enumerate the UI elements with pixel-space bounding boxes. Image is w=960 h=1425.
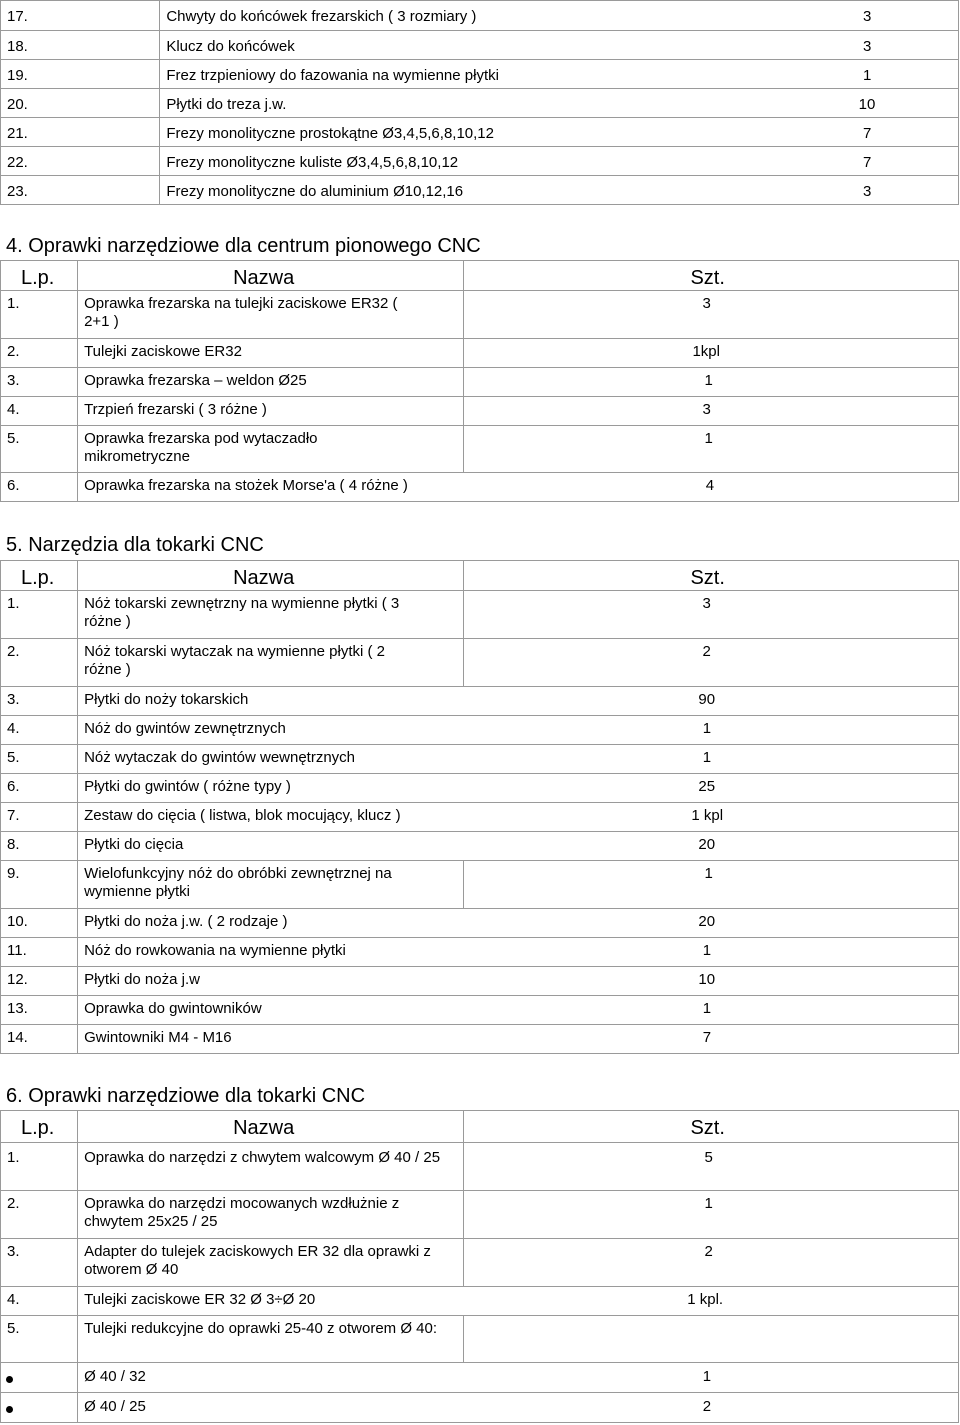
header-qty: Szt. <box>690 567 725 589</box>
header-qty: Szt. <box>690 267 725 289</box>
item-qty: 20 <box>698 913 716 930</box>
item-name: Nóż do rowkowania na wymienne płytki <box>84 942 346 959</box>
row-number: 1. <box>7 1149 20 1166</box>
row-number: 13. <box>7 1000 28 1017</box>
item-qty: 2 <box>702 643 711 660</box>
bullet-icon <box>6 1376 13 1383</box>
row-number: 6. <box>7 778 20 795</box>
item-name: Adapter do tulejek zaciskowych ER 32 dla oprawki z otworem Ø 40 <box>84 1243 431 1278</box>
item-qty: 3 <box>702 595 711 612</box>
top-items-table <box>0 0 959 205</box>
item-qty: 10 <box>698 971 716 988</box>
row-number: 1. <box>7 295 20 312</box>
row-number: 3. <box>7 1243 20 1260</box>
item-name: Chwyty do końcówek frezarskich ( 3 rozmiary ) <box>166 8 477 25</box>
table-header <box>1 561 959 591</box>
table-row <box>1 31 959 60</box>
table-row <box>1 1191 959 1239</box>
table-row <box>1 687 959 716</box>
section-5-table <box>0 560 959 1054</box>
item-name: Tulejki zaciskowe ER32 <box>84 343 242 360</box>
item-qty: 2 <box>702 1398 712 1415</box>
row-number: 10. <box>7 913 28 930</box>
header-name: Nazwa <box>233 267 295 289</box>
item-name: Oprawka frezarska pod wytaczadło mikrometryczne <box>84 430 318 465</box>
table-row <box>1 745 959 774</box>
row-number: 4. <box>7 401 20 418</box>
table-row <box>1 176 959 205</box>
table-row <box>1 147 959 176</box>
item-qty: 10 <box>858 96 876 113</box>
row-number: 3. <box>7 372 20 389</box>
item-name: Gwintowniki M4 - M16 <box>84 1029 232 1046</box>
item-name: Płytki do noża j.w. ( 2 rodzaje ) <box>84 913 288 930</box>
header-qty: Szt. <box>690 1117 725 1139</box>
table-row <box>1 291 959 339</box>
item-qty: 1kpl <box>692 343 720 360</box>
item-qty: 1 <box>702 720 712 737</box>
table-row <box>1 832 959 861</box>
header-lp: L.p. <box>21 567 55 589</box>
row-number: 2. <box>7 343 20 360</box>
item-qty: 1 <box>862 67 872 84</box>
row-number: 5. <box>7 1320 20 1337</box>
row-number: 9. <box>7 865 20 882</box>
table-row <box>1 89 959 118</box>
item-qty <box>464 1316 958 1323</box>
item-name: Płytki do gwintów ( różne typy ) <box>84 778 291 795</box>
item-name: Ø 40 / 25 <box>84 1398 146 1415</box>
section-6-title: 6. Oprawki narzędziowe dla tokarki CNC <box>6 1085 366 1107</box>
table-row <box>1 118 959 147</box>
table-row <box>1 774 959 803</box>
table-row <box>1 1143 959 1191</box>
row-number: 4. <box>7 720 20 737</box>
table-row <box>1 639 959 687</box>
table-row <box>1 1287 959 1316</box>
row-number: 5. <box>7 430 20 447</box>
section-4-table <box>0 260 959 502</box>
table-row <box>1 716 959 745</box>
item-qty: 1 <box>702 1000 712 1017</box>
section-6-table <box>0 1110 959 1423</box>
item-qty: 7 <box>862 154 872 171</box>
item-name: Frezy monolityczne do aluminium Ø10,12,16 <box>166 183 464 200</box>
item-qty: 3 <box>862 8 872 25</box>
row-number: 22. <box>7 154 28 171</box>
table-row <box>1 397 959 426</box>
header-name: Nazwa <box>233 1117 295 1139</box>
item-name: Tulejki redukcyjne do oprawki 25-40 z otworem Ø 40: <box>84 1320 438 1337</box>
section-5-block <box>0 560 960 1054</box>
item-name: Trzpień frezarski ( 3 różne ) <box>84 401 267 418</box>
item-qty: 1 <box>704 1195 713 1212</box>
table-row <box>1 861 959 909</box>
item-qty: 3 <box>702 401 711 418</box>
row-number: 7. <box>7 807 20 824</box>
table-row <box>1 368 959 397</box>
item-name: Oprawka frezarska – weldon Ø25 <box>84 372 307 389</box>
item-name: Frez trzpieniowy do fazowania na wymienne płytki <box>166 67 499 84</box>
table-row <box>1 803 959 832</box>
item-name: Oprawka frezarska na tulejki zaciskowe ER32 ( 2+1 ) <box>84 295 398 330</box>
header-name: Nazwa <box>233 567 295 589</box>
table-row <box>1 909 959 938</box>
item-name: Oprawka do narzędzi mocowanych wzdłużnie z chwytem 25x25 / 25 <box>84 1195 400 1230</box>
item-name: Nóż wytaczak do gwintów wewnętrznych <box>84 749 356 766</box>
row-number: 8. <box>7 836 20 853</box>
item-qty: 1 <box>702 749 712 766</box>
item-qty: 3 <box>862 183 872 200</box>
table-row <box>1 1 959 31</box>
table-row <box>1 1393 959 1423</box>
row-number: 19. <box>7 67 28 84</box>
item-name: Oprawka do narzędzi z chwytem walcowym Ø 40 / 25 <box>84 1149 441 1166</box>
row-number: 4. <box>7 1291 20 1308</box>
row-number: 23. <box>7 183 28 200</box>
item-qty: 5 <box>704 1149 713 1166</box>
item-name: Płytki do cięcia <box>84 836 184 853</box>
item-qty: 7 <box>862 125 872 142</box>
table-row <box>1 426 959 473</box>
item-name: Tulejki zaciskowe ER 32 Ø 3÷Ø 20 <box>84 1291 316 1308</box>
bullet-icon <box>6 1406 13 1413</box>
item-qty: 90 <box>698 691 716 708</box>
item-qty: 25 <box>698 778 716 795</box>
section-6-block <box>0 1110 960 1423</box>
item-name: Nóż tokarski wytaczak na wymienne płytki ( 2 różne ) <box>84 643 386 678</box>
row-number: 21. <box>7 125 28 142</box>
item-qty: 1 kpl <box>691 807 724 824</box>
item-qty: 1 <box>704 865 713 882</box>
top-table-block <box>0 0 960 205</box>
item-name: Nóż do gwintów zewnętrznych <box>84 720 286 737</box>
row-number: 5. <box>7 749 20 766</box>
row-number: 6. <box>7 477 20 494</box>
table-row <box>1 1316 959 1363</box>
item-name: Frezy monolityczne prostokątne Ø3,4,5,6,8,10,12 <box>166 125 494 142</box>
table-row <box>1 60 959 89</box>
table-row <box>1 473 959 502</box>
item-qty: 1 kpl. <box>687 1291 724 1308</box>
item-name: Ø 40 / 32 <box>84 1368 146 1385</box>
row-number: 1. <box>7 595 20 612</box>
table-row <box>1 1025 959 1054</box>
row-number: 14. <box>7 1029 28 1046</box>
item-name: Zestaw do cięcia ( listwa, blok mocujący, klucz ) <box>84 807 401 824</box>
item-name: Wielofunkcyjny nóż do obróbki zewnętrznej na wymienne płytki <box>84 865 392 900</box>
item-qty: 1 <box>704 372 713 389</box>
table-row <box>1 1363 959 1393</box>
item-qty: 2 <box>704 1243 713 1260</box>
section-4-title: 4. Oprawki narzędziowe dla centrum pionowego CNC <box>6 235 481 257</box>
row-number: 18. <box>7 38 28 55</box>
item-name: Klucz do końcówek <box>166 38 295 55</box>
item-name: Frezy monolityczne kuliste Ø3,4,5,6,8,10,12 <box>166 154 459 171</box>
item-name: Płytki do noża j.w <box>84 971 200 988</box>
item-qty: 3 <box>862 38 872 55</box>
item-name: Nóż tokarski zewnętrzny na wymienne płytki ( 3 różne ) <box>84 595 400 630</box>
section-4-block <box>0 260 960 502</box>
table-row <box>1 967 959 996</box>
item-qty: 4 <box>705 477 715 494</box>
row-number: 2. <box>7 1195 20 1212</box>
row-number: 17. <box>7 8 28 25</box>
table-row <box>1 996 959 1025</box>
table-header <box>1 261 959 291</box>
header-lp: L.p. <box>21 1117 55 1139</box>
item-qty: 1 <box>704 430 713 447</box>
item-qty: 1 <box>702 942 712 959</box>
item-qty: 1 <box>702 1368 712 1385</box>
section-5-title: 5. Narzędzia dla tokarki CNC <box>6 534 264 556</box>
item-name: Oprawka frezarska na stożek Morse'a ( 4 różne ) <box>84 477 408 494</box>
table-header <box>1 1111 959 1143</box>
item-name: Oprawka do gwintowników <box>84 1000 262 1017</box>
table-row <box>1 1239 959 1287</box>
item-qty: 20 <box>698 836 716 853</box>
row-number: 20. <box>7 96 28 113</box>
row-number: 2. <box>7 643 20 660</box>
item-qty: 3 <box>702 295 711 312</box>
table-row <box>1 591 959 639</box>
row-number: 12. <box>7 971 28 988</box>
item-name: Płytki do treza j.w. <box>166 96 287 113</box>
table-row <box>1 339 959 368</box>
row-number: 3. <box>7 691 20 708</box>
row-number: 11. <box>7 942 27 959</box>
header-lp: L.p. <box>21 267 55 289</box>
table-row <box>1 938 959 967</box>
item-qty: 7 <box>702 1029 712 1046</box>
item-name: Płytki do noży tokarskich <box>84 691 249 708</box>
